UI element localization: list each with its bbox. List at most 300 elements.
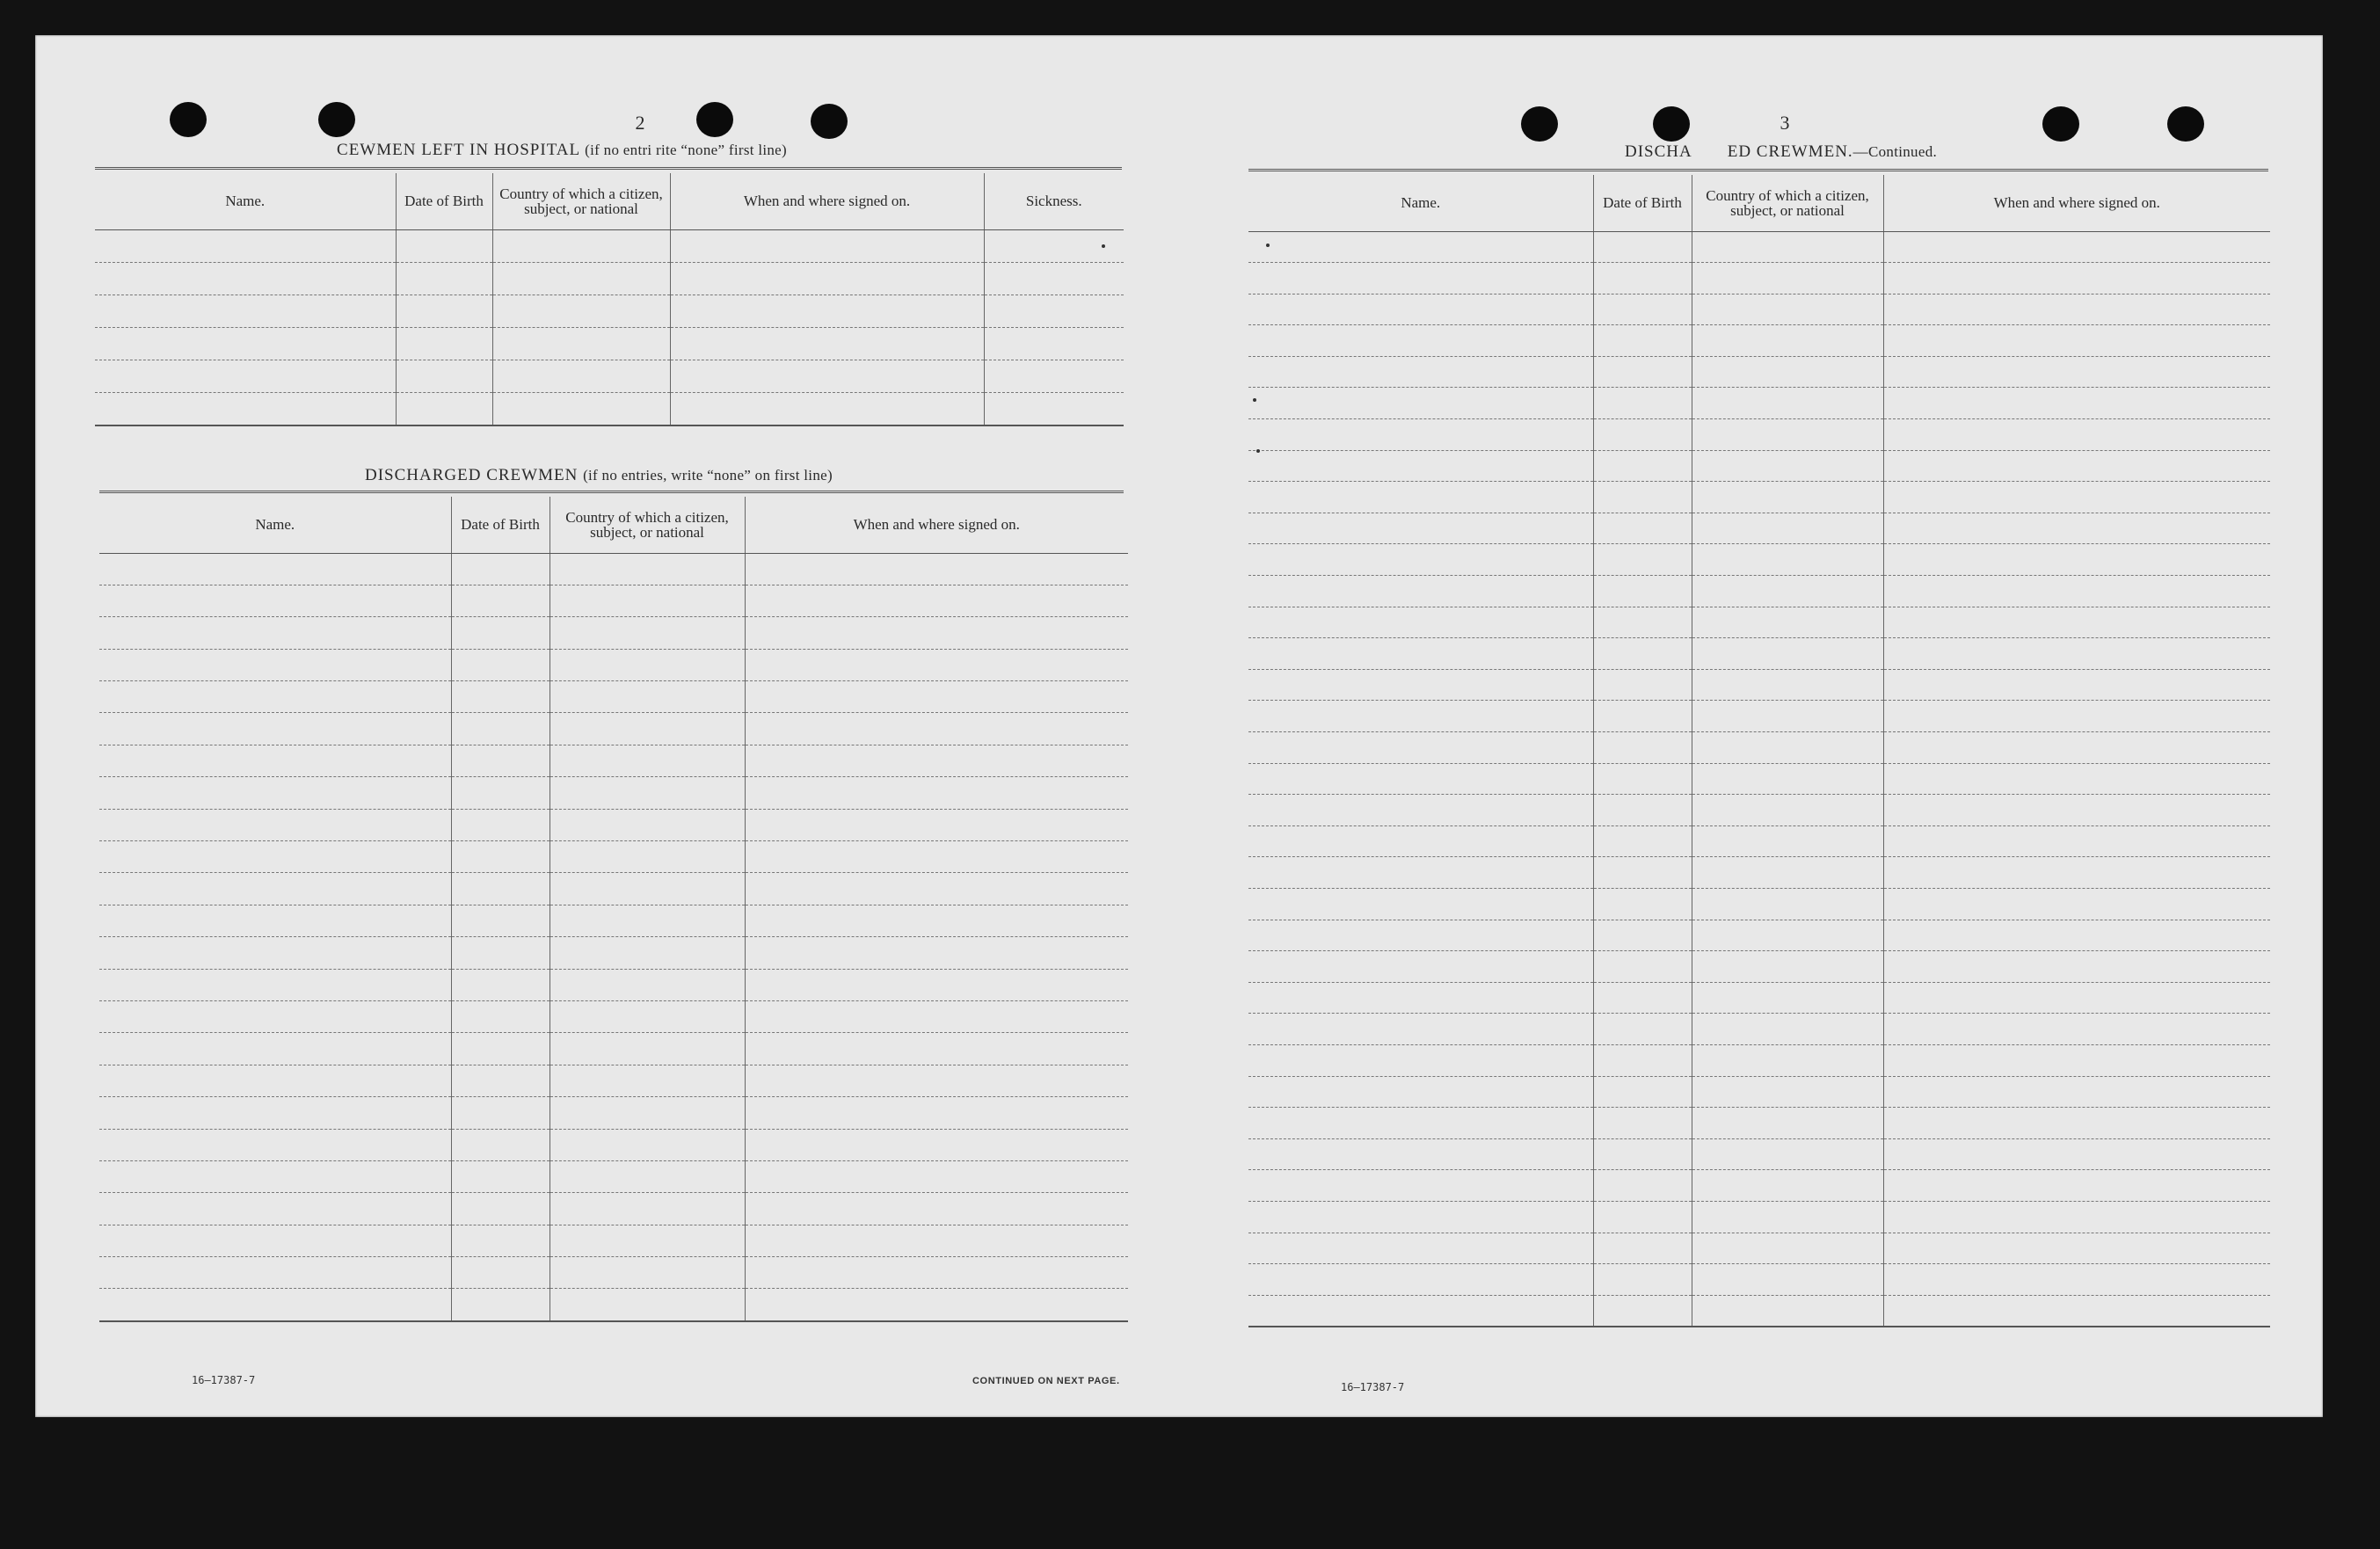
ledger-cell [1248,732,1593,764]
ledger-cell [451,841,550,873]
ledger-cell [1883,513,2270,544]
ledger-cell [99,1257,451,1289]
ledger-cell [1248,388,1593,419]
ledger-cell [1883,450,2270,482]
ledger-cell [1692,544,1883,576]
ledger-cell [95,327,396,360]
right-page [1248,75,2321,1393]
col-header-date-of-birth: Date of Birth [1593,175,1692,231]
ledger-cell [1593,1014,1692,1045]
ledger-cell [1593,888,1692,920]
ledger-row [99,681,1128,713]
ledger-row [99,745,1128,776]
ledger-row [99,969,1128,1000]
ledger-cell [1593,1076,1692,1108]
ledger-cell [1692,638,1883,670]
ledger-cell [670,360,984,392]
ledger-row [99,1000,1128,1032]
ledger-row [95,392,1124,425]
ledger-cell [1248,1044,1593,1076]
ledger-cell [99,873,451,905]
ledger-cell [99,937,451,969]
ledger-cell [1692,607,1883,638]
ledger-cell [1692,920,1883,951]
title-part-2: ED CREWMEN. [1727,142,1853,161]
ledger-row [99,1257,1128,1289]
ledger-row [95,295,1124,327]
ledger-cell [745,1160,1128,1192]
ledger-cell [1883,888,2270,920]
ledger-cell [550,1033,745,1065]
ledger-cell [1593,513,1692,544]
ledger-cell [550,809,745,840]
ledger-cell [95,392,396,425]
ledger-cell [396,262,492,295]
ledger-cell [1593,920,1692,951]
ledger-cell [95,295,396,327]
ledger-cell [99,553,451,585]
ledger-cell [99,905,451,936]
ledger-row [99,809,1128,840]
ledger-cell [451,905,550,936]
ledger-cell [1883,1138,2270,1170]
ledger-cell [745,745,1128,776]
ledger-cell [396,392,492,425]
ledger-cell [1883,701,2270,732]
ledger-row [95,229,1124,262]
ledger-cell [99,713,451,745]
ledger-row [99,1065,1128,1096]
col-header-name: Name. [1248,175,1593,231]
ledger-row [1248,1201,2270,1233]
ledger-cell [1248,263,1593,295]
ledger-cell [1692,982,1883,1014]
ledger-cell [1883,763,2270,795]
ledger-cell [1593,482,1692,513]
ledger-cell [1692,825,1883,857]
ledger-cell [1692,576,1883,607]
ledger-cell [550,1289,745,1321]
ledger-cell [984,392,1124,425]
ledger-cell [1248,231,1593,263]
ledger-cell [550,969,745,1000]
ledger-cell [1692,1264,1883,1296]
hospital-table [95,173,1124,426]
ledger-cell [1692,294,1883,325]
ledger-cell [745,649,1128,680]
ledger-cell [99,777,451,809]
discharged-continued-title [1625,142,1937,162]
ledger-cell [1593,951,1692,983]
ledger-cell [670,262,984,295]
punch-hole [1653,106,1690,142]
ledger-cell [1248,1295,1593,1327]
continued-note: CONTINUED ON NEXT PAGE. [972,1376,1120,1386]
ledger-row [1248,544,2270,576]
punch-hole [1521,106,1558,142]
ledger-cell [451,1129,550,1160]
ledger-cell [451,1065,550,1096]
ledger-cell [1883,388,2270,419]
ledger-cell [451,1257,550,1289]
ledger-cell [745,617,1128,649]
ledger-cell [1593,669,1692,701]
ledger-cell [1692,1138,1883,1170]
col-header-country: Country of which a citizen, subject, or national [1692,175,1883,231]
ledger-cell [1248,795,1593,826]
ledger-cell [492,327,670,360]
ledger-cell [1692,1233,1883,1264]
ledger-cell [451,1160,550,1192]
ledger-cell [1883,951,2270,983]
hospital-title-note: (if no entri rite “none” first line) [585,142,787,158]
ledger-row [1248,419,2270,451]
ledger-cell [1692,1014,1883,1045]
ledger-cell [451,1033,550,1065]
ledger-cell [745,1065,1128,1096]
ledger-cell [1692,1076,1883,1108]
ledger-row [1248,701,2270,732]
ledger-cell [1248,763,1593,795]
ledger-cell [1883,1044,2270,1076]
ledger-row [1248,982,2270,1014]
ledger-cell [745,681,1128,713]
ledger-cell [99,841,451,873]
ledger-cell [1248,1264,1593,1296]
discharged-table [99,497,1128,1322]
ledger-row [1248,607,2270,638]
ledger-cell [550,841,745,873]
col-header-name: Name. [99,497,451,553]
ledger-cell [745,1289,1128,1321]
ledger-cell [1248,482,1593,513]
ledger-cell [670,229,984,262]
ledger-row [1248,951,2270,983]
ledger-cell [1692,951,1883,983]
ledger-cell [984,262,1124,295]
ledger-cell [492,392,670,425]
ledger-cell [1248,513,1593,544]
ledger-cell [451,809,550,840]
ledger-cell [99,649,451,680]
ledger-row [1248,513,2270,544]
ledger-cell [745,553,1128,585]
ledger-cell [1593,544,1692,576]
ledger-cell [99,809,451,840]
ledger-cell [1692,419,1883,451]
ledger-cell [1248,638,1593,670]
ledger-row [99,1193,1128,1225]
ledger-cell [1248,888,1593,920]
ledger-cell [1692,388,1883,419]
ledger-cell [95,229,396,262]
discharged-continued-table [1248,175,2270,1327]
ledger-cell [99,745,451,776]
ledger-row [99,841,1128,873]
ledger-cell [745,1193,1128,1225]
page-number-left: 2 [635,112,645,134]
ledger-cell [451,937,550,969]
ledger-cell [670,327,984,360]
punch-hole [811,104,848,139]
ledger-cell [1883,669,2270,701]
ledger-cell [550,1000,745,1032]
ledger-cell [550,649,745,680]
document-sheet [35,35,2323,1417]
ledger-cell [1248,701,1593,732]
ledger-cell [492,262,670,295]
ledger-cell [1692,1170,1883,1202]
ledger-cell [745,1257,1128,1289]
ledger-cell [1692,325,1883,357]
ledger-cell [451,1193,550,1225]
ledger-cell [550,553,745,585]
ledger-cell [396,327,492,360]
punch-hole [170,102,207,137]
ledger-cell [1593,388,1692,419]
ledger-cell [1593,356,1692,388]
ledger-cell [451,1000,550,1032]
ledger-row [1248,1170,2270,1202]
title-part-1: DISCHA [1625,142,1692,161]
ledger-row [95,360,1124,392]
ledger-cell [1883,607,2270,638]
ledger-cell [451,553,550,585]
ledger-row [1248,857,2270,889]
ledger-cell [550,617,745,649]
ledger-cell [1593,763,1692,795]
ledger-cell [1248,1138,1593,1170]
ledger-cell [1883,825,2270,857]
ledger-cell [1593,1264,1692,1296]
ledger-cell [550,873,745,905]
ledger-cell [99,1000,451,1032]
ledger-row [99,1129,1128,1160]
ledger-cell [1692,1044,1883,1076]
ledger-cell [550,1225,745,1256]
ledger-cell [451,649,550,680]
ledger-cell [396,360,492,392]
ledger-cell [1692,482,1883,513]
ledger-cell [1593,294,1692,325]
ledger-row [1248,231,2270,263]
ledger-cell [99,1129,451,1160]
ledger-cell [1692,231,1883,263]
ledger-cell [1593,638,1692,670]
form-number-left: 16—17387-7 [192,1374,256,1386]
discharged-title-rule [99,491,1124,493]
ledger-cell [1248,294,1593,325]
ledger-cell [1692,263,1883,295]
ledger-row [99,553,1128,585]
ledger-row [1248,325,2270,357]
ledger-row [1248,825,2270,857]
ledger-cell [99,1033,451,1065]
ledger-cell [1248,1201,1593,1233]
ledger-cell [99,1065,451,1096]
ledger-cell [451,1097,550,1129]
ledger-cell [99,969,451,1000]
ledger-cell [1692,763,1883,795]
ledger-cell [1883,325,2270,357]
ledger-cell [1692,1201,1883,1233]
ledger-cell [1883,482,2270,513]
ledger-cell [1593,1138,1692,1170]
ledger-cell [745,1033,1128,1065]
ledger-row [1248,482,2270,513]
ledger-row [1248,920,2270,951]
ledger-cell [1883,732,2270,764]
ledger-cell [1593,1044,1692,1076]
ledger-cell [550,905,745,936]
ledger-cell [451,745,550,776]
ledger-cell [745,969,1128,1000]
ledger-cell [1593,607,1692,638]
hospital-section-title [337,141,787,160]
ledger-cell [1593,231,1692,263]
ledger-cell [1692,450,1883,482]
ledger-row [1248,1295,2270,1327]
ledger-cell [1248,920,1593,951]
ledger-cell [1883,544,2270,576]
hospital-title-initial: C [337,141,349,159]
ledger-cell [451,1225,550,1256]
ledger-cell [1593,1233,1692,1264]
page-number-right: 3 [1780,112,1790,134]
ledger-cell [1692,732,1883,764]
ledger-row [99,1033,1128,1065]
ledger-cell [451,585,550,616]
ledger-row [1248,638,2270,670]
ledger-row [99,873,1128,905]
ledger-cell [1248,857,1593,889]
ledger-row [1248,576,2270,607]
ledger-cell [1248,1108,1593,1139]
ledger-cell [550,745,745,776]
col-header-signed-on: When and where signed on. [670,173,984,229]
ledger-cell [550,1160,745,1192]
ledger-cell [1883,857,2270,889]
ledger-row [1248,1264,2270,1296]
ledger-cell [1593,1170,1692,1202]
ledger-cell [1593,263,1692,295]
ledger-row [99,649,1128,680]
ledger-cell [1593,1108,1692,1139]
ledger-cell [984,295,1124,327]
ledger-row [99,1225,1128,1256]
ledger-cell [670,392,984,425]
ledger-cell [1248,1014,1593,1045]
ledger-cell [550,937,745,969]
ledger-cell [745,1000,1128,1032]
ledger-row [99,905,1128,936]
ledger-cell [984,327,1124,360]
ledger-cell [550,1193,745,1225]
ledger-cell [1593,450,1692,482]
ledger-cell [492,360,670,392]
ink-speck [1266,244,1270,247]
ledger-cell [99,1097,451,1129]
ledger-cell [1883,1076,2270,1108]
ledger-cell [1692,1295,1883,1327]
ledger-cell [451,681,550,713]
ledger-cell [1883,638,2270,670]
ledger-row [99,1289,1128,1321]
ledger-cell [396,229,492,262]
ledger-cell [745,809,1128,840]
ledger-row [99,585,1128,616]
ledger-row [1248,1044,2270,1076]
ledger-row [99,1160,1128,1192]
ledger-cell [451,873,550,905]
col-header-date-of-birth: Date of Birth [396,173,492,229]
ledger-cell [1248,1076,1593,1108]
ledger-cell [99,1193,451,1225]
ink-speck [1253,398,1256,402]
ledger-cell [99,1160,451,1192]
col-header-country: Country of which a citizen, subject, or national [492,173,670,229]
ledger-cell [451,1289,550,1321]
ledger-cell [1883,231,2270,263]
ledger-row [1248,1233,2270,1264]
ink-speck [1256,449,1260,453]
ledger-cell [1248,825,1593,857]
ledger-cell [1883,1201,2270,1233]
ledger-cell [745,713,1128,745]
discharged-title-note: (if no entries, write “none” on first line) [583,467,833,484]
ledger-cell [99,585,451,616]
ledger-cell [1593,982,1692,1014]
ledger-cell [1593,419,1692,451]
ledger-row [1248,263,2270,295]
ledger-cell [99,1289,451,1321]
ledger-cell [1593,857,1692,889]
col-header-signed-on: When and where signed on. [745,497,1128,553]
ledger-cell [745,905,1128,936]
ledger-cell [1883,1233,2270,1264]
ledger-cell [1248,325,1593,357]
ledger-cell [1692,669,1883,701]
ledger-cell [550,1065,745,1096]
ledger-row [99,777,1128,809]
ledger-cell [99,1225,451,1256]
ledger-cell [745,1129,1128,1160]
ledger-row [1248,1014,2270,1045]
ledger-row [1248,388,2270,419]
ledger-cell [745,937,1128,969]
ledger-cell [745,585,1128,616]
form-number-right: 16—17387-7 [1341,1381,1405,1393]
ledger-cell [1883,920,2270,951]
ledger-cell [1883,795,2270,826]
punch-hole [696,102,733,137]
ledger-row [99,617,1128,649]
discharged-section-title [365,466,833,485]
ledger-cell [451,777,550,809]
ledger-cell [1593,825,1692,857]
title-continued: —Continued. [1852,143,1938,160]
ledger-cell [1593,1295,1692,1327]
ledger-cell [1248,982,1593,1014]
discharged-title-main: DISCHARGED CREWMEN [365,466,579,484]
ledger-cell [550,1097,745,1129]
ledger-cell [1248,607,1593,638]
ledger-cell [451,617,550,649]
ledger-cell [1593,732,1692,764]
ledger-row [95,262,1124,295]
ledger-row [95,327,1124,360]
ledger-cell [550,1129,745,1160]
